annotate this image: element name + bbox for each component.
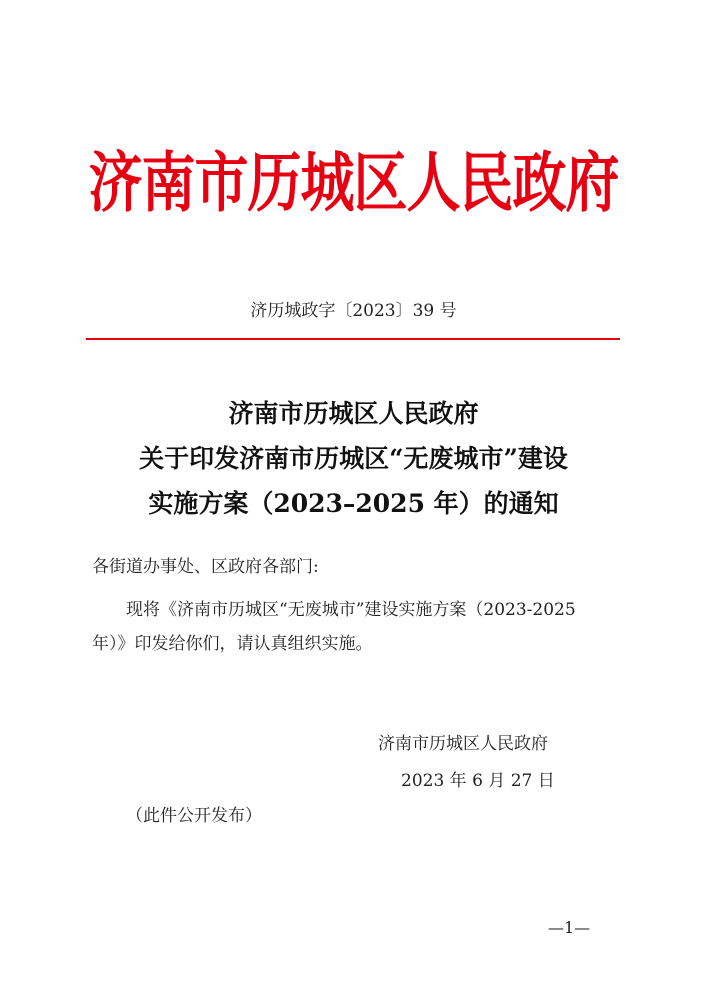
document-title [0,391,707,526]
title-line-2: 关于印发济南市历城区“无废城市”建设 [139,444,568,473]
release-note: （此件公开发布） [126,806,262,826]
page-number: —1— [548,918,591,937]
body-line-2: 年）》印发给你们，请认真组织实施。 [92,634,373,654]
issue-date: 2023 年 6 月 27 日 [401,771,555,791]
document-number: 济历城政字〔2023〕39 号 [250,301,457,321]
body-line-1: 现将《济南市历城区“无废城市”建设实施方案（2023-2025 [126,600,576,620]
red-divider-line [86,338,620,340]
salutation: 各街道办事处、区政府各部门: [92,557,319,577]
issuer-signature: 济南市历城区人民政府 [378,734,548,754]
title-line-1: 济南市历城区人民政府 [228,399,479,428]
body-paragraph [92,593,620,661]
masthead-title: 济南市历城区人民政府 [88,143,619,221]
title-line-3: 实施方案（2023–2025 年）的通知 [148,489,559,518]
